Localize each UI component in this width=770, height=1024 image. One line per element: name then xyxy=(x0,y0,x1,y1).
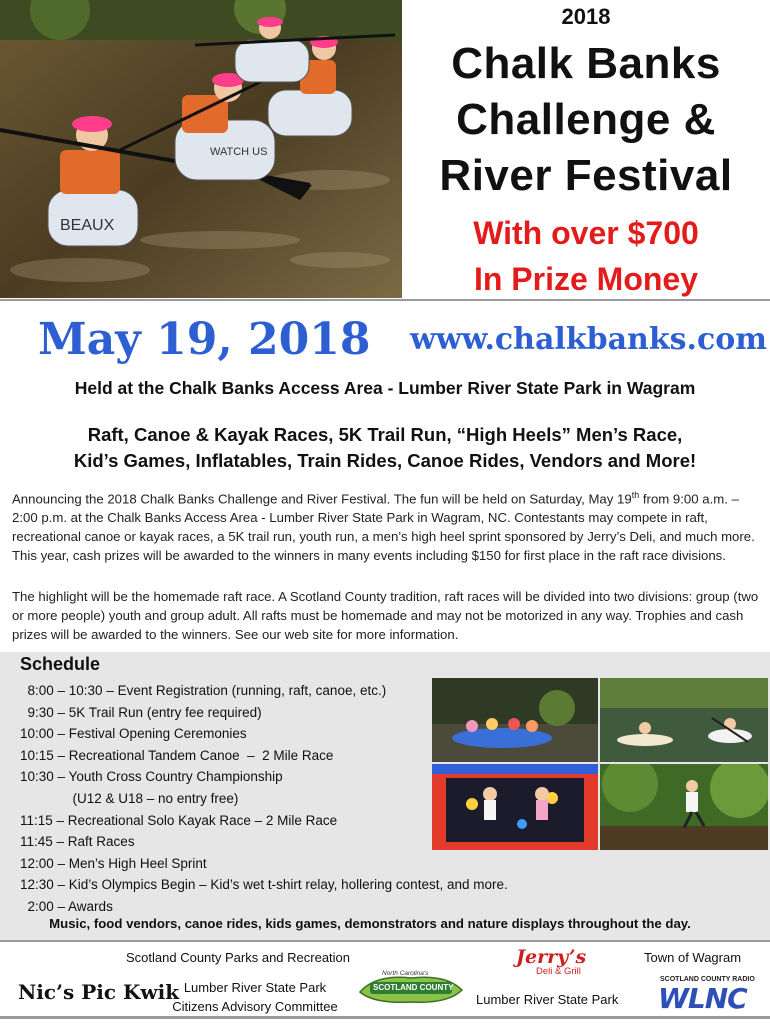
kayak-river-photo xyxy=(600,678,768,762)
sponsor-town-wagram: Town of Wagram xyxy=(644,950,742,965)
divider xyxy=(0,940,770,942)
wlnc-main: WLNC xyxy=(658,982,747,1015)
sponsor-scotland-parks: Scotland County Parks and Recreation xyxy=(126,950,351,965)
schedule-item: 12:00 – Men’s High Heel Sprint xyxy=(20,855,207,871)
schedule-item: 8:00 – 10:30 – Event Registration (running, raft, canoe, etc.) xyxy=(20,683,387,698)
schedule-item: 10:00 – Festival Opening Ceremonies xyxy=(20,726,247,742)
schedule-footer: Music, food vendors, canoe rides, kids games, demonstrators and nature displays throughout the day. xyxy=(49,916,691,931)
schedule-title: Schedule xyxy=(20,654,101,674)
activities-summary xyxy=(0,422,770,474)
wlnc-radio-logo xyxy=(656,976,755,1015)
activities-line-2: Kid’s Games, Inflatables, Train Rides, Canoe Rides, Vendors and More! xyxy=(73,450,697,471)
activities-line-1: Raft, Canoe & Kayak Races, 5K Trail Run, “High Heels” Men’s Race, xyxy=(87,424,683,445)
svg-text:WATCH US: WATCH US xyxy=(210,146,268,158)
schedule-item: 10:30 – Youth Cross Country Championship xyxy=(20,769,283,785)
sponsor-lrsp-cac-line1: Lumber River State Park xyxy=(183,980,327,995)
schedule-item: 10:15 – Recreational Tandem Canoe – 2 Mile Race xyxy=(20,747,334,763)
prize-callout xyxy=(402,210,770,302)
intro-paragraph xyxy=(12,486,762,565)
website-link[interactable]: www.chalkbanks.com xyxy=(410,322,767,357)
wlnc-top: SCOTLAND COUNTY RADIO xyxy=(660,976,755,983)
scotland-county-logo xyxy=(356,968,466,1008)
schedule-item: 11:45 – Raft Races xyxy=(20,834,135,850)
intro-text-b: from 9:00 a.m. – 2:00 p.m. at the Chalk Banks Access Area - Lumber River State Park in Wagram, NC. Contestants may compete in raft, recreational canoe or kayak races, a 5K trail run, youth run, a men’s high heel sprint sponsored by Jerry’s Deli, and much more. This year, cash prizes will be awarded to the winners in many events including $150 for first place in the raft race divisions. xyxy=(12,491,755,564)
schedule-item: 2:00 – Awards xyxy=(20,898,113,914)
prize-line-1: With over $700 xyxy=(473,215,699,251)
jerrys-deli-logo xyxy=(500,944,590,980)
schedule-item: 9:30 – 5K Trail Run (entry fee required) xyxy=(20,704,262,720)
schedule-item: 11:15 – Recreational Solo Kayak Race – 2 Mile Race xyxy=(20,812,338,828)
intro-text-a: Announcing the 2018 Chalk Banks Challenge and River Festival. The fun will be held on Saturday, May 19 xyxy=(12,491,632,507)
prize-line-2: In Prize Money xyxy=(473,261,699,297)
title-line-1: Chalk Banks xyxy=(451,39,721,88)
jerrys-script: Jerry’s xyxy=(516,946,587,968)
event-date: May 19, 2018 xyxy=(38,314,371,365)
raft-paragraph: The highlight will be the homemade raft race. A Scotland County tradition, raft races will be divided into two divisions: group (two or more people) youth and group adult. All rafts must be homemade and may not be motorized in any way. Trophies and cash prizes will be awarded to the winners. See our web site for more information. xyxy=(12,589,759,642)
scotland-logo-main: SCOTLAND COUNTY xyxy=(373,983,454,992)
svg-text:BEAUX: BEAUX xyxy=(60,217,115,234)
sponsor-lrsp-cac xyxy=(170,978,340,1016)
trail-run-photo xyxy=(600,764,768,850)
event-year: 2018 xyxy=(561,4,611,29)
schedule-item: 12:30 – Kid’s Olympics Begin – Kid’s wet t-shirt relay, hollering contest, and more. xyxy=(20,877,508,893)
title-line-3: River Festival xyxy=(439,151,733,200)
hero-raft-photo xyxy=(0,0,402,298)
sponsor-nics-pic-kwik: Nic’s Pic Kwik xyxy=(18,980,180,1004)
bounce-house-photo xyxy=(432,764,598,850)
divider xyxy=(0,299,770,301)
event-location: Held at the Chalk Banks Access Area - Lumber River State Park in Wagram xyxy=(74,378,696,398)
scotland-logo-top: North Carolina's xyxy=(382,970,429,977)
sponsor-lrsp-cac-line2: Citizens Advisory Committee xyxy=(172,999,338,1014)
event-title xyxy=(402,36,770,204)
canoe-group-photo xyxy=(432,678,598,762)
jerrys-sub: Deli & Grill xyxy=(536,966,581,977)
sponsor-lrsp: Lumber River State Park xyxy=(476,992,619,1007)
title-line-2: Challenge & xyxy=(456,95,716,144)
intro-sup: th xyxy=(631,490,640,500)
bottom-rule xyxy=(0,1016,770,1019)
schedule-item: (U12 & U18 – no entry free) xyxy=(20,790,239,806)
